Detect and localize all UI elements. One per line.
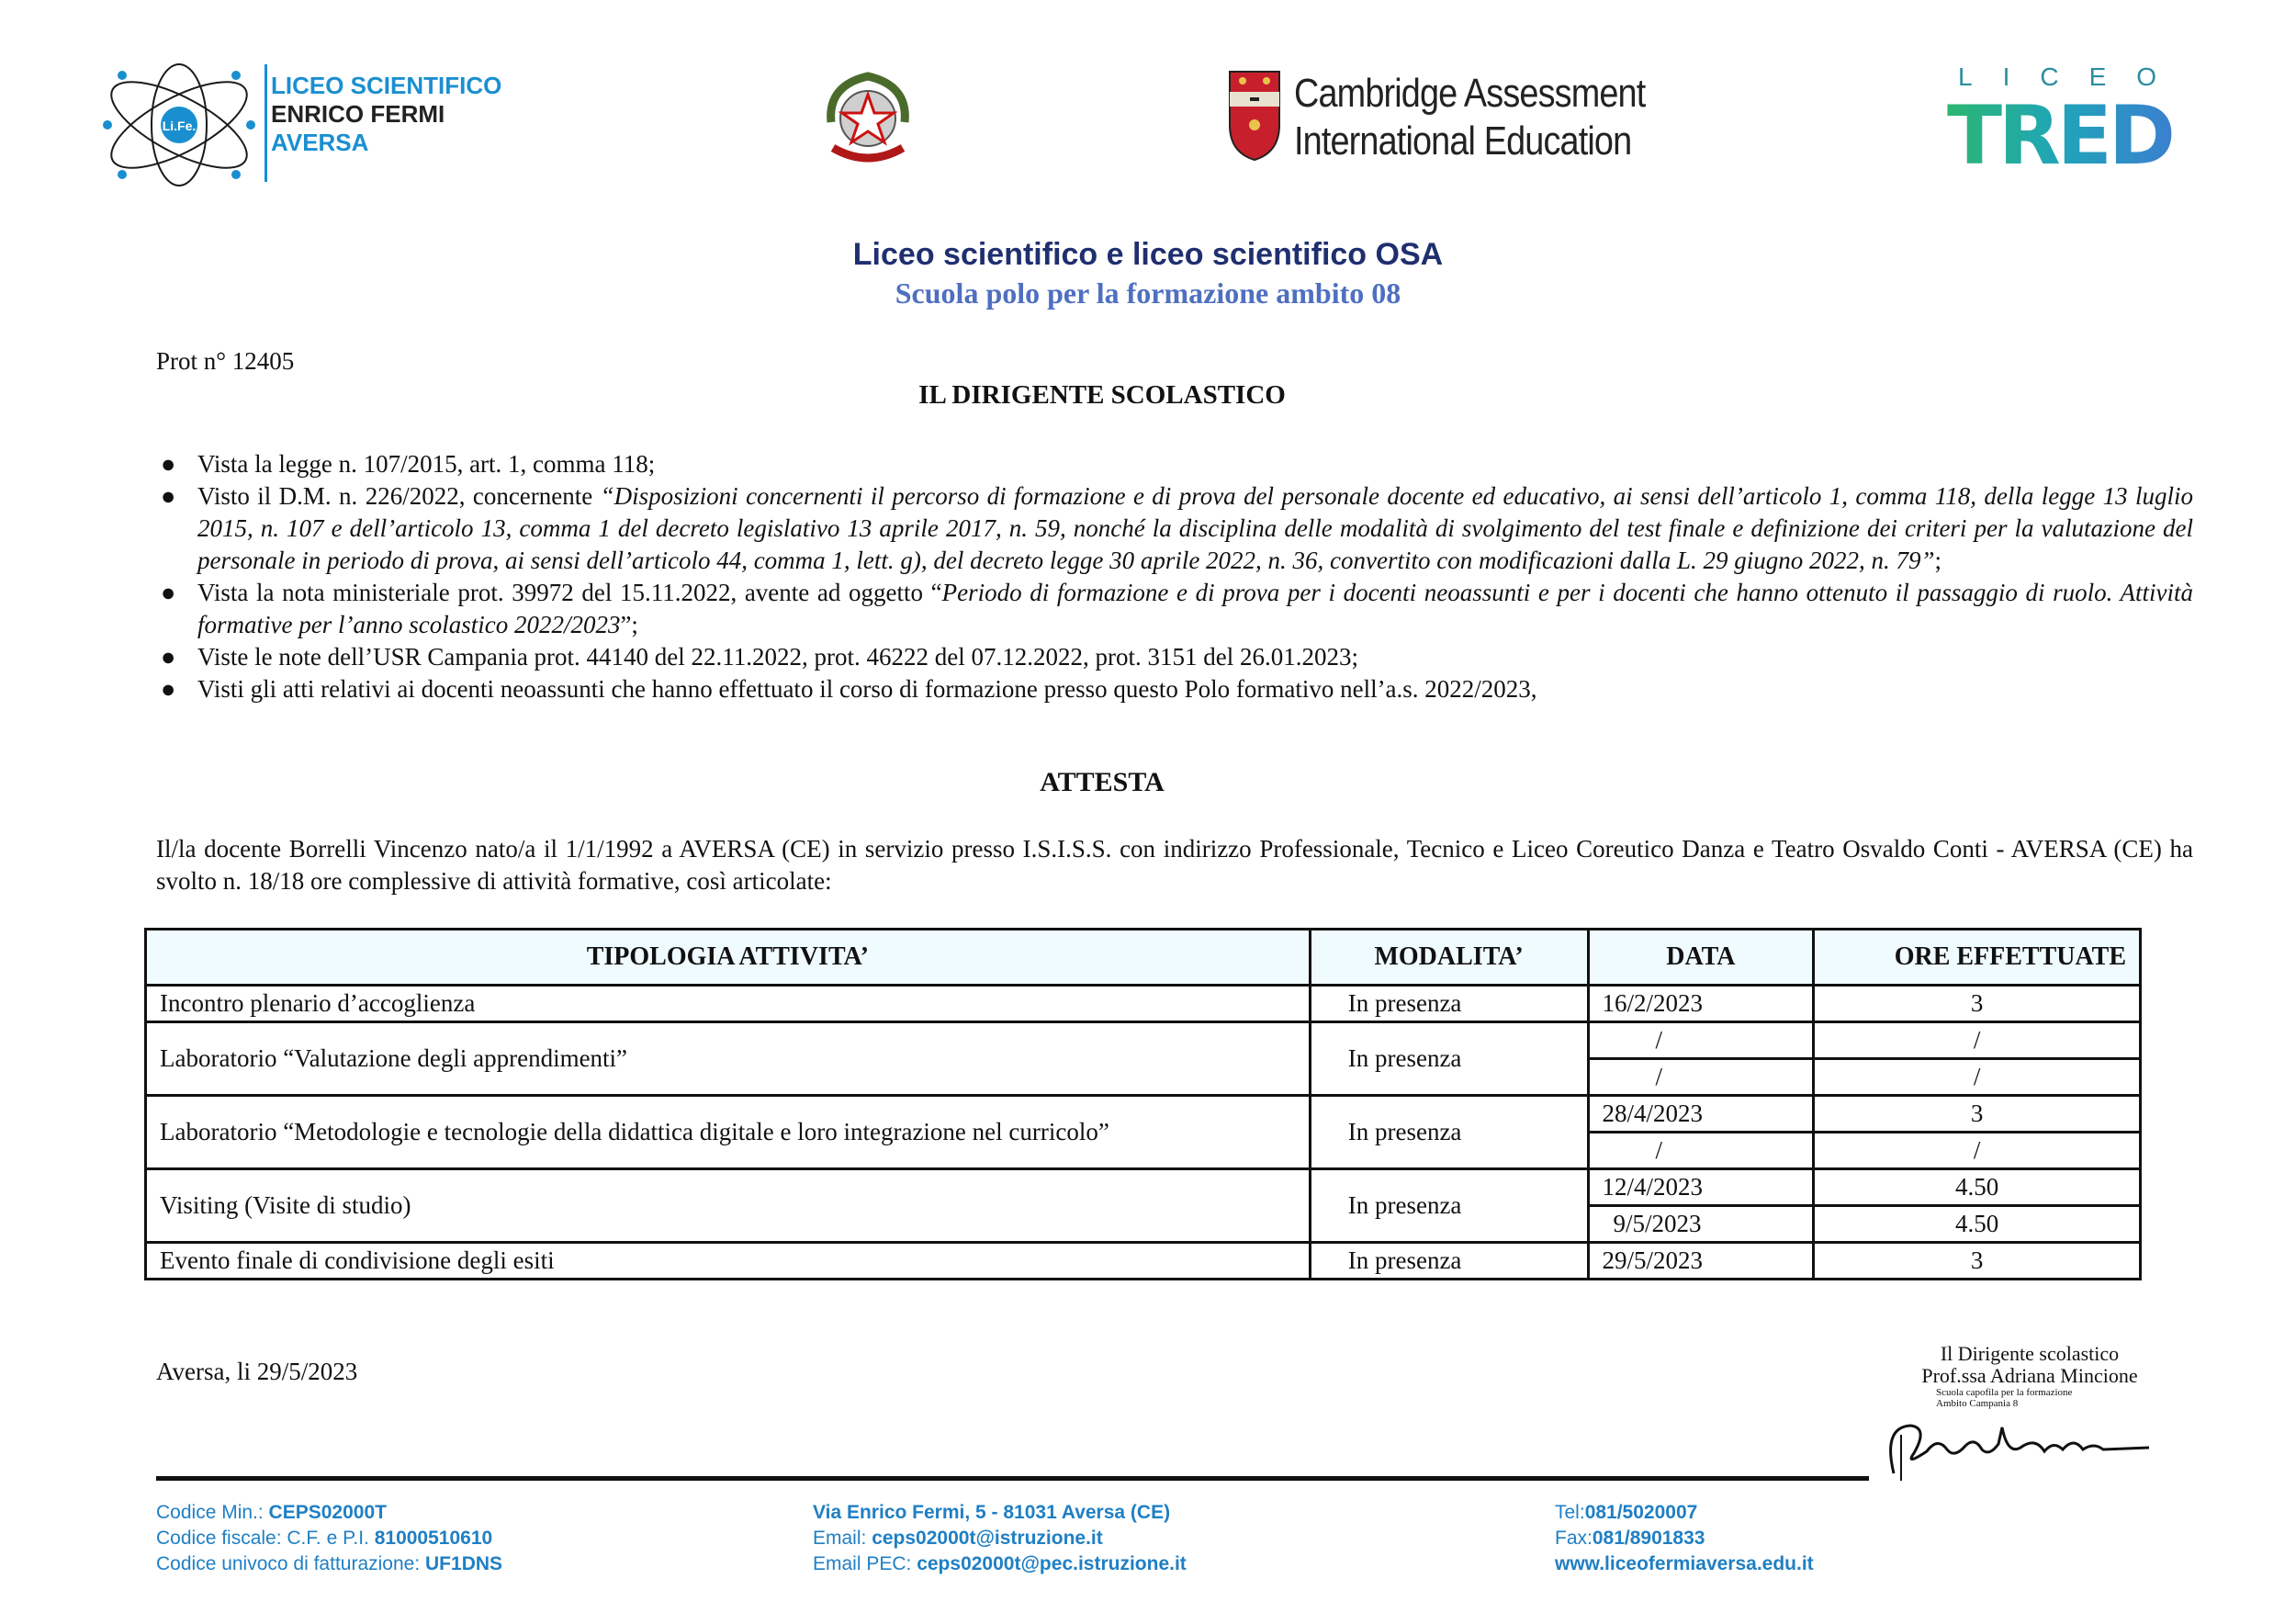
italian-republic-emblem [820, 67, 916, 174]
footer-address: Via Enrico Fermi, 5 - 81031 Aversa (CE) Email: ceps02000t@istruzione.it Email PEC: ceps02000t@pec.istruzione.it [813, 1502, 1187, 1574]
table-row: Incontro plenario d’accoglienza In presenza 16/2/2023 3 [146, 986, 2141, 1022]
cambridge-shield-icon [1228, 70, 1281, 162]
school-subtitle: Scuola polo per la formazione ambito 08 [895, 276, 1401, 310]
protocol-number: Prot n° 12405 [156, 347, 295, 375]
signature-name: Prof.ssa Adriana Mincione [1921, 1364, 2138, 1387]
col-header-date: DATA [1588, 930, 1814, 986]
table-header-row [146, 930, 2141, 986]
premises-list [156, 448, 2193, 705]
table-row: Laboratorio “Valutazione degli apprendimenti” In presenza / / [146, 1022, 2141, 1059]
cambridge-logo [1228, 70, 1646, 171]
logo-line-1: LICEO SCIENTIFICO [271, 72, 502, 99]
list-item: ● Vista la nota ministeriale prot. 39972 del 15.11.2022, avente ad oggetto “Periodo di formazione e di prova per i docenti neoassunti e per i docenti che hanno ottenuto il passaggio di ruolo. Attività formative per l’anno scolastico 2022/2023”; [161, 579, 2194, 638]
signature-block [1874, 1343, 2186, 1487]
col-header-hours: ORE EFFETTUATE [1814, 930, 2141, 986]
logo-line-2: ENRICO FERMI [271, 100, 445, 128]
footer-codes: Codice Min.: CEPS02000T Codice fiscale: C.F. e P.I. 81000510610 Codice univoco di fatturazione: UF1DNS [156, 1502, 503, 1574]
school-title: Liceo scientifico e liceo scientifico OSA [852, 237, 1444, 272]
logo-line-3: AVERSA [271, 129, 369, 156]
cambridge-line-1: Cambridge Assessment [1294, 71, 1646, 116]
table-row: Laboratorio “Metodologie e tecnologie della didattica digitale e loro integrazione nel curricolo” In presenza 28/4/2023 3 [146, 1096, 2141, 1133]
table-row: / / [146, 1059, 2141, 1096]
tred-logo [1947, 62, 2190, 177]
tred-big-text: TRED [1947, 94, 2172, 176]
footer-divider [156, 1476, 1869, 1481]
document-heading: IL DIRIGENTE SCOLASTICO [918, 380, 1286, 410]
table-row: Visiting (Visite di studio) In presenza 12/4/2023 4.50 [146, 1169, 2141, 1206]
signature-note-1: Scuola capofila per la formazione [1936, 1387, 2073, 1398]
list-item: ● Viste le note dell’USR Campania prot. 44140 del 22.11.2022, prot. 46222 del 07.12.2022, prot. 3151 del 26.01.2023; [161, 643, 1358, 671]
table-row: Evento finale di condivisione degli esiti In presenza 29/5/2023 3 [146, 1243, 2141, 1280]
signature-note-2: Ambito Campania 8 [1936, 1398, 2019, 1409]
col-header-mode: MODALITA’ [1310, 930, 1588, 986]
activities-table [144, 928, 2142, 1280]
list-item: ● Vista la legge n. 107/2015, art. 1, comma 118; [161, 450, 656, 478]
cambridge-line-2: International Education [1294, 118, 1632, 164]
atom-icon [96, 57, 262, 193]
star-emblem-icon [820, 67, 916, 174]
list-item: ● Visto il D.M. n. 226/2022, concernente “Disposizioni concernenti il percorso di formazione e di prova del personale docente ed educativo, ai sensi dell’articolo 1, comma 118, della legge 13 luglio 2015, n. 107 e dell’articolo 13, comma 1 del decreto legislativo 13 aprile 2017, n. 59, nonché la disciplina delle modalità di svolgimento del test finale e definizione dei criteri per la valutazione del personale in periodo di prova, ai sensi dell’articolo 44, comma 1, lett. g), del decreto legge 30 aprile 2022, n. 36, convertito con modificazioni dalla L. 29 giugno 2022, n. 79”; [161, 482, 2194, 574]
table-row: / / [146, 1133, 2141, 1169]
school-logo [96, 57, 510, 193]
email-link[interactable]: ceps02000t@istruzione.it [872, 1528, 1103, 1549]
table-row: 9/5/2023 4.50 [146, 1206, 2141, 1243]
attesta-heading: ATTESTA [1040, 767, 1165, 797]
handwritten-signature [1874, 1409, 2186, 1483]
logo-badge-text: Li.Fe. [162, 118, 197, 133]
pec-email-link[interactable]: ceps02000t@pec.istruzione.it [917, 1553, 1187, 1574]
certificate-paragraph: Il/la docente Borrelli Vincenzo nato/a il 1/1/1992 a AVERSA (CE) in servizio presso I.S.I.S.S. con indirizzo Professionale, Tecnico e Liceo Coreutico Danza e Teatro Osvaldo Conti - AVERSA (CE) ha svolto n. 18/18 ore complessive di attività formative, così articolate: [156, 835, 2193, 895]
signature-role: Il Dirigente scolastico [1940, 1342, 2120, 1365]
footer-contacts: Tel:081/5020007 Fax:081/8901833 www.liceofermiaversa.edu.it [1555, 1502, 1814, 1574]
list-item: ● Visti gli atti relativi ai docenti neoassunti che hanno effettuato il corso di formazione presso questo Polo formativo nell’a.s. 2022/2023, [161, 675, 1537, 703]
tred-wordmark [1947, 94, 2190, 176]
col-header-activity: TIPOLOGIA ATTIVITA’ [146, 930, 1311, 986]
website-link[interactable]: www.liceofermiaversa.edu.it [1555, 1553, 1814, 1574]
tred-small-text: LICEO [1958, 62, 2188, 91]
place-and-date: Aversa, li 29/5/2023 [156, 1358, 358, 1385]
